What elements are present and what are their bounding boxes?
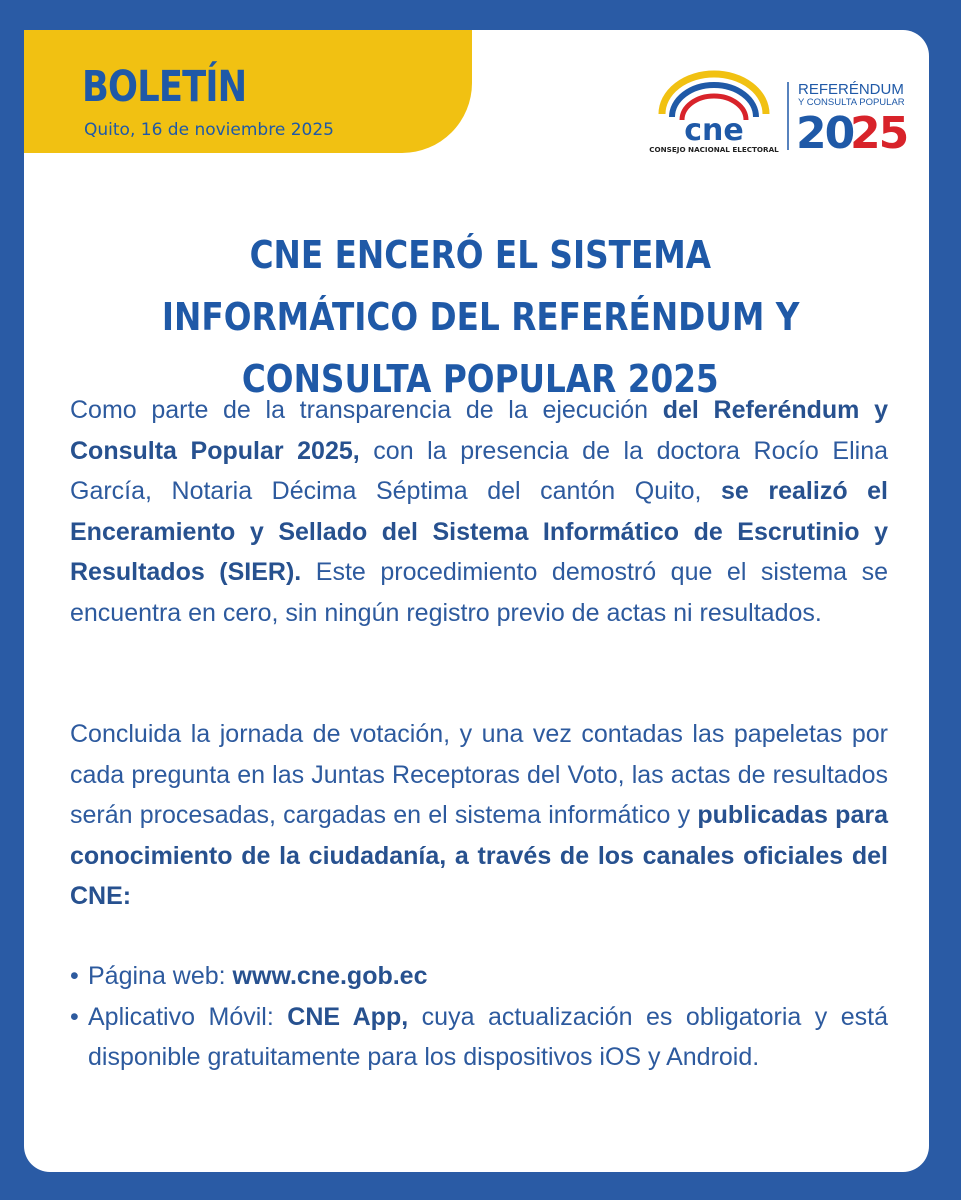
- headline: [60, 224, 901, 410]
- cne-logo-letters: cne: [684, 113, 744, 148]
- p1-text-2: con la presencia de la doctora Rocío Elina García, Notaria Décima Séptima del cantón Quito,: [70, 436, 888, 505]
- ref-logo-line1: REFERÉNDUM: [798, 81, 904, 98]
- date-line: Quito, 16 de noviembre 2025: [84, 120, 334, 140]
- badge-title: BOLETÍN: [82, 62, 247, 112]
- bulletin-card: [24, 30, 929, 1172]
- p1-text-1: Como parte de la transparencia de la ejecución: [70, 396, 663, 424]
- ref-logo-year-a: 20: [796, 108, 854, 158]
- bulletin-badge: [24, 30, 472, 153]
- list-item: [70, 997, 888, 1078]
- list-item: [70, 956, 888, 997]
- cne-logo-caption: CONSEJO NACIONAL ELECTORAL: [649, 145, 779, 154]
- app-name: CNE App,: [287, 1002, 409, 1031]
- channel-rest: cuya actualización es obligatoria y está disponible gratuitamente para los dispositivos iOS y Android.: [88, 1002, 889, 1071]
- bullet: •: [70, 962, 79, 990]
- headline-line-1: CNE ENCERÓ EL SISTEMA: [249, 233, 712, 277]
- ref-logo-year-b: 25: [850, 108, 908, 158]
- channel-label: Aplicativo Móvil:: [88, 1002, 288, 1031]
- cne-logo: [644, 70, 784, 155]
- referendum-2025-logo: [786, 78, 936, 158]
- ref-logo-line2: Y CONSULTA POPULAR: [798, 97, 905, 108]
- headline-line-2: INFORMÁTICO DEL REFERÉNDUM Y: [161, 295, 800, 339]
- p1-bold-1: del Referéndum y Consulta Popular 2025,: [70, 396, 888, 465]
- channels-list: [70, 956, 888, 1078]
- p2-bold-1: publicadas para conocimiento de la ciudadanía, a través de los canales oficiales del CNE:: [70, 801, 888, 910]
- website-link[interactable]: www.cne.gob.ec: [232, 962, 428, 990]
- bullet: •: [70, 1002, 79, 1031]
- p1-text-3: Este procedimiento demostró que el sistema se encuentra en cero, sin ningún registro previo de actas ni resultados.: [70, 558, 888, 627]
- p2-text-1: Concluida la jornada de votación, y una vez contadas las papeletas por cada pregunta en las Juntas Receptoras del Voto, las actas de resultados serán procesadas, cargadas en el sistema informático y: [70, 720, 888, 829]
- paragraph-1: [70, 390, 888, 633]
- channel-label: Página web:: [88, 962, 233, 990]
- p1-bold-2: se realizó el Enceramiento y Sellado del Sistema Informático de Escrutinio y Resultados (SIER).: [70, 477, 888, 586]
- paragraph-2: [70, 714, 888, 917]
- headline-line-3: CONSULTA POPULAR 2025: [242, 357, 719, 401]
